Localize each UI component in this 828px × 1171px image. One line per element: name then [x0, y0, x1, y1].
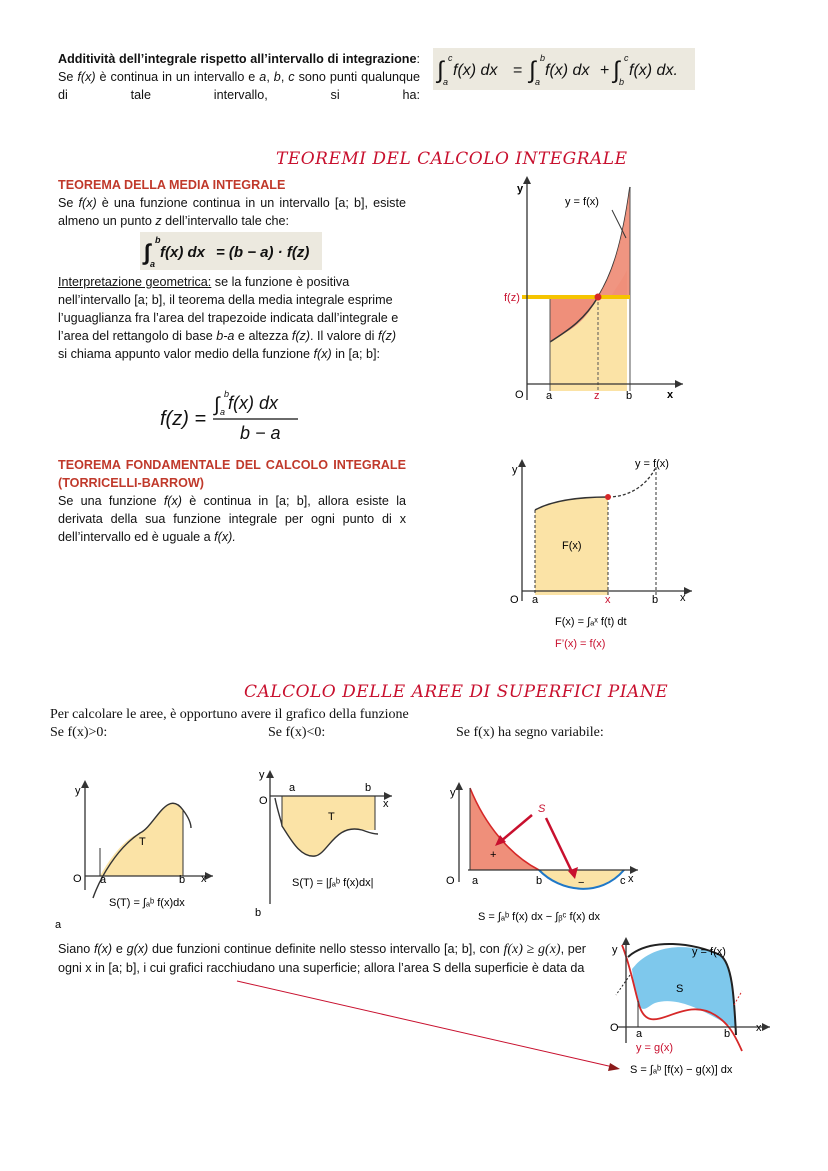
svg-text:a: a — [289, 782, 296, 794]
svg-text:a: a — [100, 874, 107, 886]
svg-text:y: y — [75, 785, 81, 797]
additivity-formula — [433, 48, 695, 90]
svg-text:∫: ∫ — [437, 57, 444, 84]
aree-intro: Per calcolare le aree, è opportuno avere il grafico della funzione — [50, 707, 409, 722]
svg-text:S: S — [538, 803, 546, 815]
svg-text:S: S — [676, 983, 684, 995]
svg-text:y: y — [612, 944, 618, 956]
svg-text:x: x — [201, 873, 207, 885]
graph5-positive-area — [470, 788, 539, 870]
svg-text:x: x — [756, 1022, 762, 1034]
svg-text:c: c — [448, 53, 453, 63]
svg-text:= (b − a) · f(z): = (b − a) · f(z) — [216, 244, 310, 261]
svg-text:b − a: b − a — [240, 423, 281, 443]
media-formula — [140, 232, 322, 270]
svg-text:+: + — [490, 849, 497, 861]
svg-text:b: b — [179, 874, 186, 886]
graph1-point-z — [595, 294, 602, 301]
svg-text:S(T) = |∫ₐᵇ f(x)dx|: S(T) = |∫ₐᵇ f(x)dx| — [292, 877, 374, 889]
svg-text:y: y — [450, 787, 456, 799]
svg-text:b: b — [536, 875, 543, 887]
graph-positive — [55, 778, 225, 933]
svg-text:b: b — [626, 390, 633, 402]
svg-text:f(x) dx: f(x) dx — [228, 393, 279, 413]
svg-text:a: a — [535, 77, 541, 87]
section-title-teoremi: TEOREMI DEL CALCOLO INTEGRALE — [276, 149, 628, 169]
svg-text:b: b — [155, 235, 161, 245]
svg-text:b: b — [619, 77, 625, 87]
svg-text:f(x) dx: f(x) dx — [545, 62, 590, 79]
svg-text:a: a — [472, 875, 479, 887]
additivity-paragraph: Additività dell’integrale rispetto all’intervallo di integrazione: Se f(x) è continua in un intervallo e a, b, c sono punti qualunque di tale intervallo, si ha: — [58, 52, 420, 102]
svg-text:∫: ∫ — [529, 57, 536, 84]
svg-text:y: y — [512, 464, 518, 476]
svg-text:F(x) = ∫ₐˣ f(t) dt: F(x) = ∫ₐˣ f(t) dt — [555, 616, 627, 628]
svg-text:z: z — [594, 390, 600, 402]
graph-between-functions — [600, 935, 780, 1085]
svg-text:a: a — [55, 919, 62, 931]
svg-text:O: O — [515, 389, 524, 401]
additivity-title: Additività dell’integrale rispetto all’intervallo di integrazione — [58, 52, 417, 66]
svg-text:a: a — [546, 390, 553, 402]
svg-text:f(x) dx: f(x) dx — [160, 244, 205, 261]
fundamental-paragraph: Se una funzione f(x) è continua in [a; b], allora esiste la derivata della sua funzione integrale per ogni punto di x dell’intervallo ed è uguale a f(x). — [58, 494, 406, 544]
svg-text:y = g(x): y = g(x) — [636, 1042, 673, 1054]
graph6-area-S — [632, 947, 736, 1029]
svg-text:c: c — [620, 875, 626, 887]
svg-text:F’(x) = f(x): F’(x) = f(x) — [555, 638, 606, 650]
graph-media-integrale — [495, 172, 695, 408]
graph1-top-area — [598, 187, 630, 297]
svg-text:x: x — [605, 594, 611, 606]
svg-text:y: y — [517, 183, 524, 195]
connector-arrow — [235, 975, 630, 1075]
svg-text:+: + — [600, 62, 610, 79]
svg-text:y = f(x): y = f(x) — [635, 458, 669, 470]
svg-text:T: T — [328, 811, 335, 823]
svg-text:a: a — [220, 407, 226, 417]
svg-text:T: T — [139, 836, 146, 848]
svg-text:x: x — [680, 592, 686, 604]
svg-text:O: O — [610, 1022, 619, 1034]
svg-text:b: b — [724, 1028, 731, 1040]
svg-text:f(z): f(z) — [504, 292, 520, 304]
fundamental-heading: TEOREMA FONDAMENTALE DEL CALCOLO INTEGRALE (TORRICELLI-BARROW) — [58, 458, 406, 490]
svg-text:F(x): F(x) — [562, 540, 582, 552]
graph5-arrow-2 — [546, 818, 572, 872]
svg-text:O: O — [259, 795, 268, 807]
svg-text:∫: ∫ — [144, 239, 151, 265]
graph-torricelli-barrow — [500, 455, 700, 655]
interpretation-paragraph: Interpretazione geometrica: se la funzione è positiva nell’intervallo [a; b], il teorema della media integrale esprime l’uguaglianza fra l’area del trapezoide indicata dall’integrale e l’area del rettangolo di base b-a e altezza f(z). Il valore di f(z) si chiama appunto valor medio della funzione f(x) in [a; b]: — [58, 275, 399, 361]
svg-text:y = f(x): y = f(x) — [692, 946, 726, 958]
svg-text:a: a — [150, 259, 156, 269]
svg-text:∫: ∫ — [613, 57, 620, 84]
svg-text:f(x) dx.: f(x) dx. — [629, 62, 678, 79]
media-paragraph: Se f(x) è una funzione continua in un intervallo [a; b], esiste almeno un punto z dell’intervallo tale che: — [58, 196, 406, 228]
svg-text:O: O — [73, 873, 82, 885]
case-variable: Se f(x) ha segno variabile: — [456, 725, 604, 740]
svg-text:∫: ∫ — [214, 394, 220, 416]
svg-text:y = f(x): y = f(x) — [565, 196, 599, 208]
svg-text:a: a — [636, 1028, 643, 1040]
svg-text:y: y — [259, 769, 265, 781]
between-functions-paragraph: Siano f(x) e g(x) due funzioni continue definite nello stesso intervallo [a; b], con f(x) ≥ g(x), per ogni x in [a; b], i cui grafici racchiudano una superficie; allora l’area S della superficie è data da — [58, 942, 586, 975]
graph2-curve-dashed — [608, 467, 656, 497]
svg-text:b: b — [365, 782, 372, 794]
svg-text:−: − — [578, 877, 585, 889]
svg-text:f(z) =: f(z) = — [160, 408, 207, 430]
svg-text:=: = — [513, 62, 523, 79]
svg-text:b: b — [255, 907, 262, 918]
graph-variable-sign — [440, 780, 640, 930]
svg-text:x: x — [628, 873, 634, 885]
svg-text:S = ∫ₐᵇ f(x) dx − ∫ᵦᶜ f(x) dx: S = ∫ₐᵇ f(x) dx − ∫ᵦᶜ f(x) dx — [478, 911, 601, 923]
graph2-point-x — [605, 494, 611, 500]
graph5-arrow-1 — [500, 815, 532, 842]
svg-text:b: b — [224, 389, 230, 399]
section-title-aree: CALCOLO DELLE AREE DI SUPERFICI PIANE — [244, 682, 669, 702]
graph-negative — [250, 768, 400, 918]
svg-text:x: x — [383, 798, 389, 810]
svg-text:c: c — [624, 53, 629, 63]
mean-value-formula — [160, 388, 320, 444]
svg-text:O: O — [510, 594, 519, 606]
svg-text:O: O — [446, 875, 455, 887]
svg-text:b: b — [540, 53, 546, 63]
svg-text:a: a — [532, 594, 539, 606]
media-heading: TEOREMA DELLA MEDIA INTEGRALE — [58, 178, 286, 192]
svg-text:S = ∫ₐᵇ [f(x) − g(x)] dx: S = ∫ₐᵇ [f(x) − g(x)] dx — [630, 1064, 733, 1076]
svg-text:a: a — [443, 77, 449, 87]
case-negative: Se f(x)<0: — [268, 725, 326, 740]
svg-text:x: x — [667, 389, 674, 401]
svg-text:f(x) dx: f(x) dx — [453, 62, 498, 79]
svg-text:S(T) = ∫ₐᵇ f(x)dx: S(T) = ∫ₐᵇ f(x)dx — [109, 897, 185, 909]
case-positive: Se f(x)>0: — [50, 725, 108, 740]
svg-text:b: b — [652, 594, 659, 606]
